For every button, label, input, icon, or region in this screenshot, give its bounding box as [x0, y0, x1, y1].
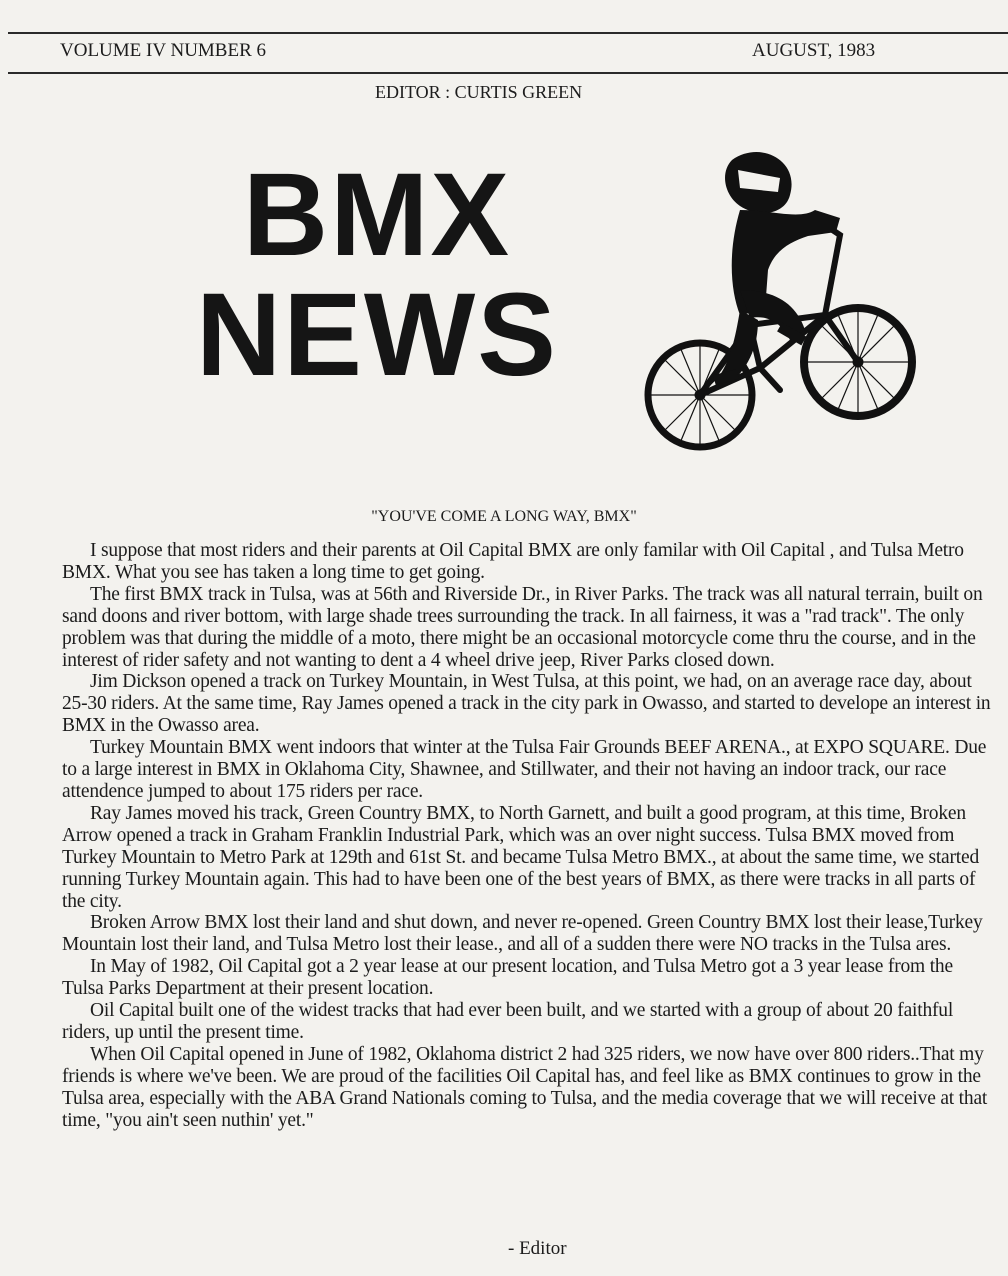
article-paragraph: The first BMX track in Tulsa, was at 56th and Riverside Dr., in River Parks. The track was all natural terrain, built on sand doons and river bottom, with large shade trees surrounding the track. In all fairness, it was a "rad track". The only problem was that during the middle of a moto, there might be an occasional motorcycle come thru the course, and in the interest of rider safety and not wanting to dent a 4 wheel drive jeep, River Parks closed down. [62, 583, 983, 671]
editor-signoff: - Editor [508, 1238, 567, 1259]
article-paragraph: Oil Capital built one of the widest tracks that had ever been built, and we started with a group of about 20 faithful riders, up until the present time. [62, 1000, 954, 1043]
article-paragraph: In May of 1982, Oil Capital got a 2 year lease at our present location, and Tulsa Metro got a 3 year lease from the Tulsa Parks Department at their present location. [62, 956, 953, 1000]
masthead-rule [8, 72, 1008, 74]
issue-date: AUGUST, 1983 [752, 40, 876, 61]
rider-figure [713, 152, 840, 385]
article-paragraph: When Oil Capital opened in June of 1982, Oklahoma district 2 had 325 riders, we now have over 800 riders..That my friends is where we've been. We are proud of the facilities Oil Capital has, and feel like as BMX continues to grow in the Tulsa area, especially with the ABA Grand Nationals coming to Tulsa, and the media coverage that we will receive at that time, "you ain't seen nuthin' yet." [62, 1043, 988, 1131]
article-paragraph: I suppose that most riders and their parents at Oil Capital BMX are only familar with Oil Capital , and Tulsa Metro BMX. What you see has taken a long time to get going. [62, 540, 964, 583]
article-paragraph: Broken Arrow BMX lost their land and shut down, and never re-opened. Green Country BMX lost their lease,Turkey Mountain lost their land, and Tulsa Metro lost their lease., and all of a sudden there were NO tracks in the Tulsa ares. [62, 912, 983, 956]
bmx-rider-illustration [640, 140, 930, 480]
logo-news: NEWS [196, 269, 558, 401]
editor-credit: EDITOR : CURTIS GREEN [375, 82, 583, 102]
logo-bmx: BMX [242, 149, 512, 281]
article-body [62, 540, 992, 1131]
article-paragraph: Ray James moved his track, Green Country BMX, to North Garnett, and built a good program, at this time, Broken Arrow opened a track in Graham Franklin Industrial Park, which was an over night success. Tulsa BMX moved from Turkey Mountain to Metro Park at 129th and 61st St. and became Tulsa Metro BMX., at about the same time, we started running Turkey Mountain again. This had to have been one of the best years of BMX, as there were tracks in all parts of the city. [62, 802, 980, 912]
volume-number: VOLUME IV NUMBER 6 [60, 40, 267, 61]
article-paragraph: Turkey Mountain BMX went indoors that winter at the Tulsa Fair Grounds BEEF ARENA., at EXPO SQUARE. Due to a large interest in BMX in Oklahoma City, Shawnee, and Stillwater, and their not having an indoor track, our race attendence jumped to about 175 riders per race. [62, 737, 987, 802]
top-rule [8, 32, 1008, 34]
article-paragraph: Jim Dickson opened a track on Turkey Mountain, in West Tulsa, at this point, we had, on an average race day, about 25-30 riders. At the same time, Ray James opened a track in the city park in Owasso, and started to develope an interest in BMX in the Owasso area. [62, 671, 991, 737]
article-headline: "YOU'VE COME A LONG WAY, BMX" [371, 508, 637, 525]
